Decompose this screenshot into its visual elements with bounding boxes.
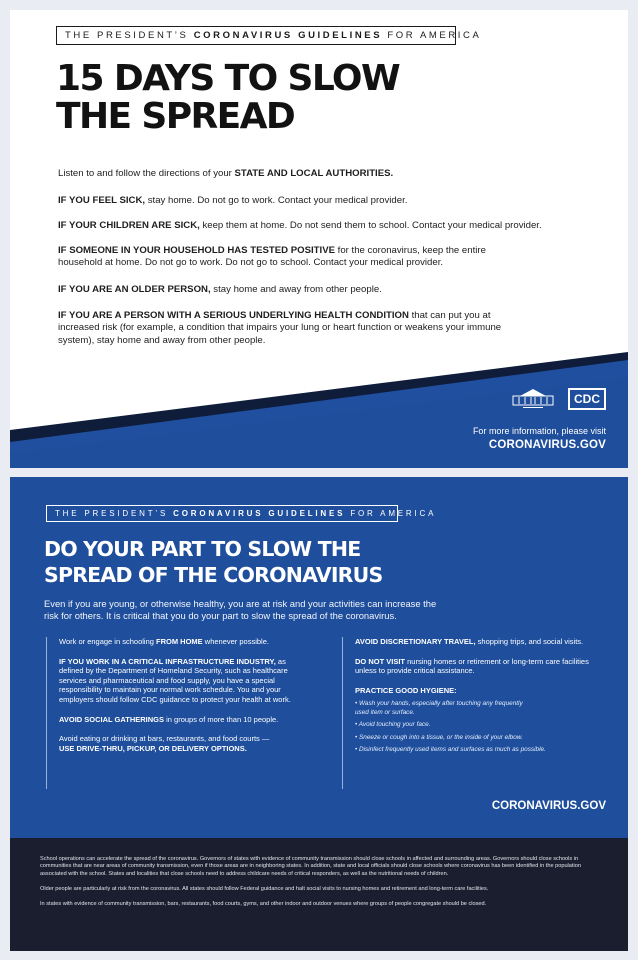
- footer-schools: School operations can accelerate the spread of the coronavirus. Governors of states with evidence of community transmission should close schools in affected and surrounding areas. Governors should close schools in communities that are near areas of community transmission, even if those areas are in neighboring states. In addition, state and local officials should close schools where coronavirus has been identified in the population associated with the school. States and localities that close schools need to address childcare needs of critical responders, as well as the nutritional needs of children.: [40, 856, 581, 877]
- guideline-restaurants: Avoid eating or drinking at bars, restaurants, and food courts — USE DRIVE-THRU, PICKUP, OR DELIVERY OPTIONS.: [59, 734, 270, 753]
- guideline-sick: IF YOU FEEL SICK, stay home. Do not go to work. Contact your medical provider.: [58, 195, 408, 206]
- guideline-home: Work or engage in schooling FROM HOME whenever possible.: [59, 637, 269, 646]
- guideline-infrastructure: IF YOU WORK IN A CRITICAL INFRASTRUCTURE INDUSTRY, as defined by the Department of Homeland Security, such as healthcare services and pharmaceutical and food supply, you have a special responsibility to maintain your normal work schedule. You and your employers should follow CDC guidance to protect your health at work.: [59, 656, 291, 704]
- top-kicker: THE PRESIDENT’S CORONAVIRUS GUIDELINES FOR AMERICA: [56, 26, 456, 45]
- more-info: For more information, please visit CORONAVIRUS.GOV: [472, 426, 606, 451]
- guideline-household: IF SOMEONE IN YOUR HOUSEHOLD HAS TESTED POSITIVE for the coronavirus, keep the entire household at home. Do not go to work. Do not go to school. Contact your medical provider.: [58, 245, 486, 269]
- hygiene-item: • Sneeze or cough into a tissue, or the inside of your elbow.: [355, 733, 523, 741]
- guideline-visits: DO NOT VISIT nursing homes or retirement or long-term care facilities unless to provide critical assistance.: [355, 656, 589, 676]
- intro-text: Even if you are young, or otherwise healthy, you are at risk and your activities can increase the risk for others. It is critical that you do your part to slow the spread of the coronavirus.: [44, 598, 437, 621]
- footer-venues: In states with evidence of community transmission, bars, restaurants, food courts, gyms, and other indoor and outdoor venues where groups of people congregate should be closed.: [40, 901, 487, 908]
- hygiene-item: • Wash your hands, especially after touching any frequently used item or surface.: [355, 700, 523, 716]
- top-guidelines-page: [10, 10, 628, 468]
- section-title: DO YOUR PART TO SLOW THE SPREAD OF THE CORONAVIRUS: [44, 537, 383, 587]
- website-link-bottom[interactable]: CORONAVIRUS.GOV: [491, 800, 606, 812]
- page-title: 15 DAYS TO SLOW THE SPREAD: [56, 58, 400, 137]
- hygiene-item: • Avoid touching your face.: [355, 721, 431, 729]
- cdc-logo: CDC: [568, 388, 606, 410]
- footer-notes: [10, 838, 628, 951]
- right-column: [342, 637, 602, 789]
- hygiene-item: • Disinfect frequently used items and surfaces as much as possible.: [355, 746, 546, 753]
- guideline-children: IF YOUR CHILDREN ARE SICK, keep them at home. Do not send them to school. Contact your medical provider.: [58, 220, 542, 231]
- bottom-guidelines-page: [10, 477, 628, 951]
- guideline-condition: IF YOU ARE A PERSON WITH A SERIOUS UNDERLYING HEALTH CONDITION that can put you at increased risk (for example, a condition that impairs your lung or heart function or weakens your immune system), stay home and away from other people.: [58, 310, 502, 346]
- white-house-logo: [508, 388, 558, 410]
- logo-group: [508, 385, 606, 413]
- website-link[interactable]: CORONAVIRUS.GOV: [488, 439, 606, 451]
- hygiene-title: PRACTICE GOOD HYGIENE:: [355, 685, 457, 695]
- guideline-older: IF YOU ARE AN OLDER PERSON, stay home and away from other people.: [58, 284, 382, 295]
- footer-older-people: Older people are particularly at risk from the coronavirus. All states should follow Federal guidance and halt social visits to nursing homes and retirement and long-term care facilities.: [40, 885, 489, 892]
- bottom-kicker: THE PRESIDENT’S CORONAVIRUS GUIDELINES FOR AMERICA: [46, 505, 398, 522]
- guideline-travel: AVOID DISCRETIONARY TRAVEL, shopping trips, and social visits.: [355, 637, 584, 646]
- left-column: [46, 637, 306, 789]
- guideline-authorities: Listen to and follow the directions of your STATE AND LOCAL AUTHORITIES.: [58, 168, 394, 179]
- guideline-gatherings: AVOID SOCIAL GATHERINGS in groups of more than 10 people.: [59, 714, 279, 724]
